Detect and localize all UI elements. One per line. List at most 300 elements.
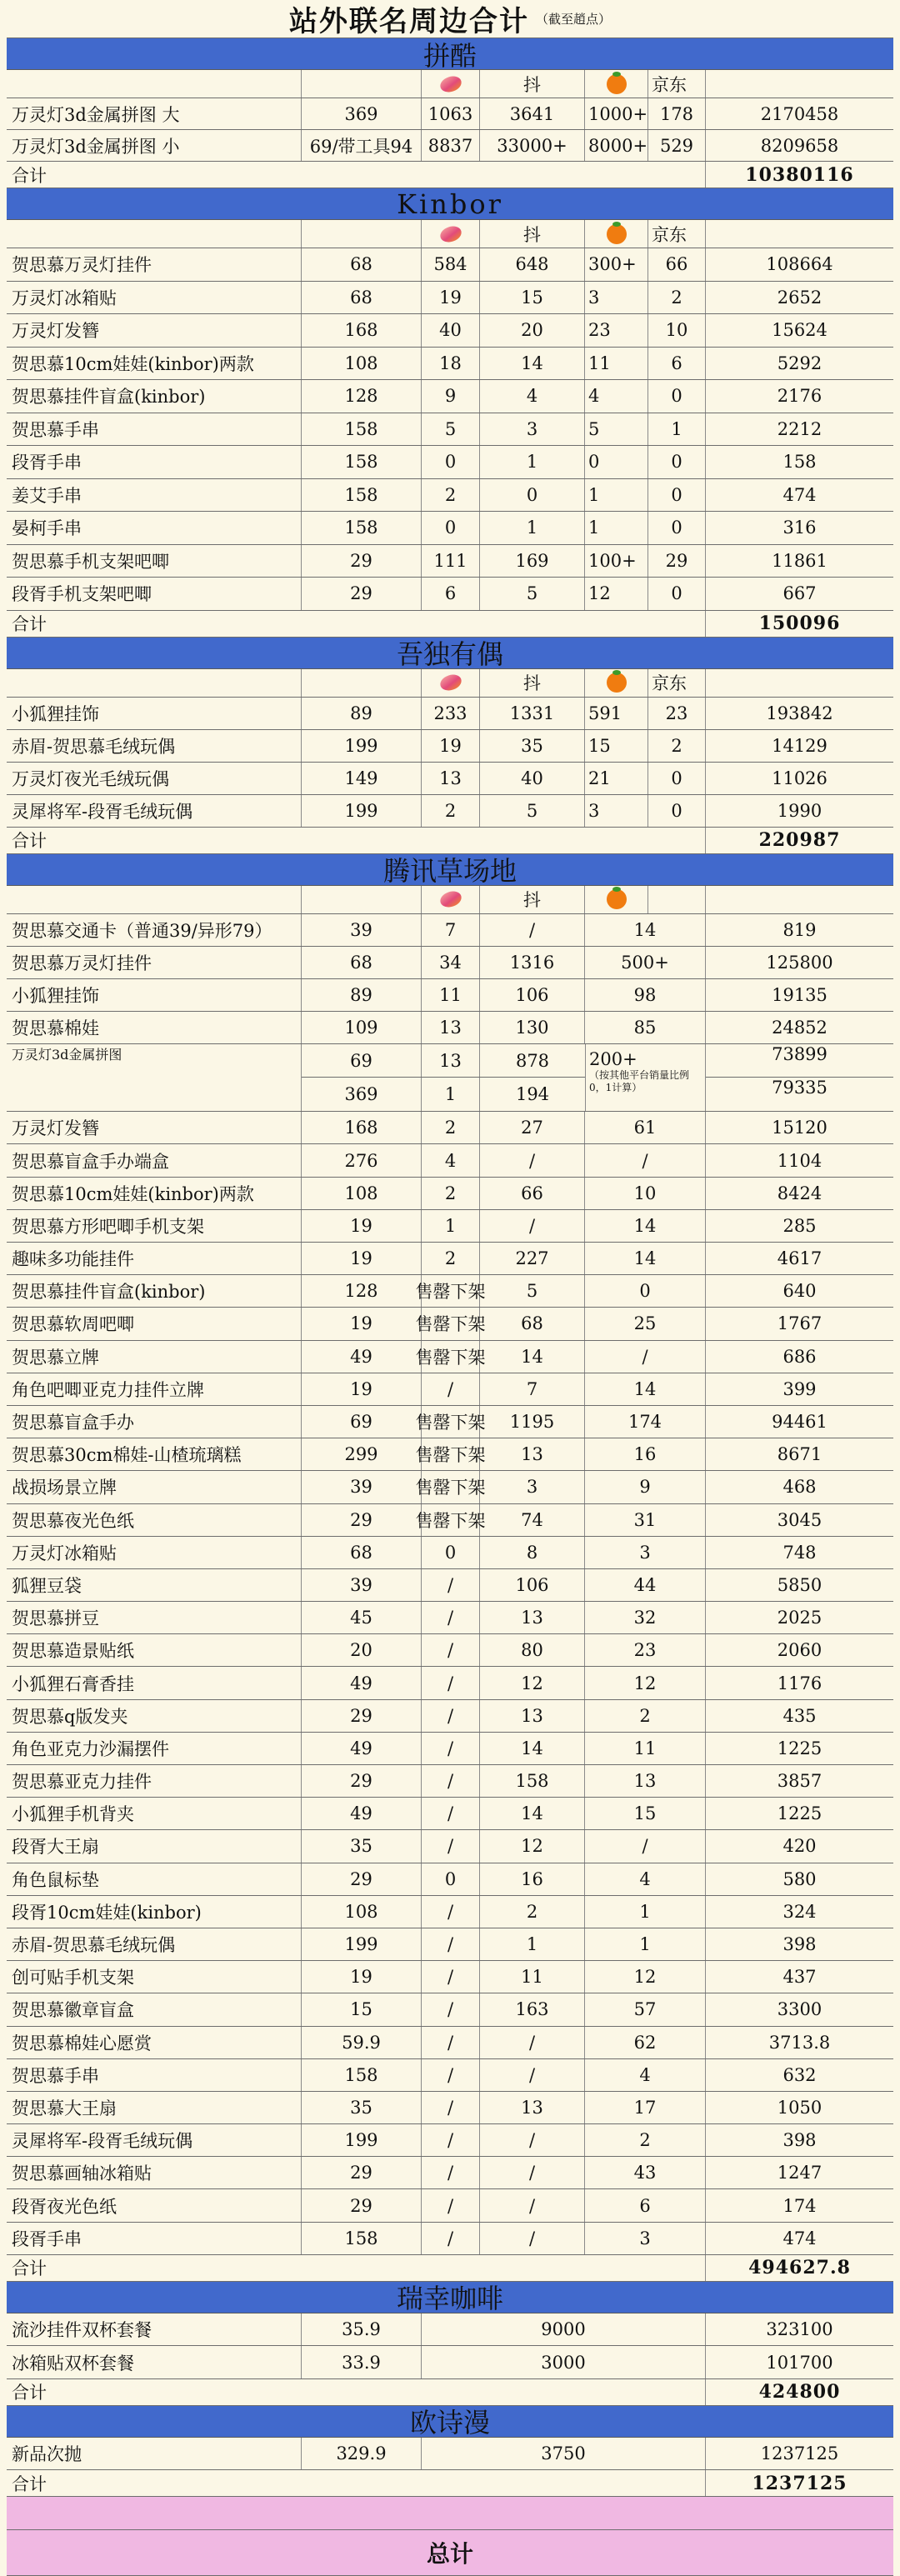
product-name: 贺思慕手串 [7,2059,302,2091]
row-total: 8209658 [760,135,839,156]
product-price: 19 [302,1961,422,1993]
orange-sales: 1 [585,1896,706,1928]
jd-sales: 29 [648,545,706,578]
dou-sales: 66 [480,1178,585,1209]
table-row [7,2223,893,2255]
orange-sales: 17 [585,2092,706,2123]
dou-sales: 12 [480,1667,585,1698]
orange-sales: / [585,1341,706,1373]
table-row [7,282,893,315]
orange-icon [607,889,627,909]
sweetpotato-sales: 111 [422,545,480,578]
product-price: 69 [302,1044,422,1077]
sweet-potato-icon [438,223,462,244]
product-price: 158 [302,2059,422,2091]
orange-sales: 3 [585,1537,706,1568]
row-total: 5850 [777,1574,822,1595]
table-row [7,1243,893,1275]
dou-sales: / [480,2189,585,2221]
header-jd: 京东 [648,669,706,697]
table-row [7,1569,893,1602]
row-total: 1050 [777,2097,822,2118]
header-jd: 京东 [648,70,706,98]
orange-sales-value: 200+ [589,1049,638,1070]
platform-header-row [7,220,893,248]
section-header-3 [7,854,893,886]
sweetpotato-sales: 19 [422,282,480,314]
header-orange [585,220,648,248]
sales-sheet [7,0,893,2576]
dou-sales: 33000+ [480,130,585,161]
row-total: 437 [782,1967,817,1988]
dou-sales: / [480,914,585,946]
product-price: 108 [302,1896,422,1928]
product-name: 贺思慕立牌 [7,1341,302,1373]
product-name: 小狐狸石膏香挂 [7,1667,302,1698]
product-price: 19 [302,1210,422,1242]
orange-sales: 23 [585,314,648,347]
table-row [7,1308,893,1340]
dou-sales: 106 [480,1569,585,1601]
product-name: 段胥大王扇 [7,1830,302,1862]
sweetpotato-sales: / [422,1733,480,1764]
product-name: 贺思慕造景贴纸 [7,1634,302,1666]
row-total: 24852 [772,1018,828,1038]
product-name: 灵犀将军-段胥毛绒玩偶 [7,2124,302,2156]
section-total-value: 494627.8 [748,2257,851,2279]
product-price: 329.9 [302,2438,422,2470]
orange-sales: 16 [585,1438,706,1470]
dou-sales: 16 [480,1863,585,1895]
table-row [7,2189,893,2222]
product-price: 369 [302,98,422,129]
sweetpotato-sales: 0 [422,512,480,544]
orange-sales: 1 [585,1928,706,1960]
dou-sales: 1195 [480,1406,585,1438]
row-total: 819 [782,919,817,940]
row-total: 324 [782,1901,817,1922]
sold-quantity: 3750 [422,2438,706,2470]
orange-sales: 3 [585,2223,706,2254]
sweetpotato-sales: 6 [422,578,480,610]
orange-sales-note: （按其他平台销量比例0，1计算） [589,1069,690,1094]
section-total-label: 合计 [7,611,706,637]
product-price: 29 [302,1504,422,1536]
table-row [7,380,893,413]
header-blank-name [7,886,302,913]
orange-sales: 100+ [585,545,648,578]
sweetpotato-sales: 11 [422,979,480,1011]
header-blank-price [302,70,422,98]
dou-sales: 40 [480,763,585,794]
row-total: 174 [782,2195,817,2216]
sweetpotato-sales: 7 [422,914,480,946]
row-total: 748 [782,1542,817,1563]
sweetpotato-sales: 1063 [422,98,480,129]
header-blank-name [7,70,302,98]
product-name: 万灵灯3d金属拼图 小 [7,130,302,161]
dou-sales: 13 [480,1602,585,1633]
dou-sales: 194 [515,1084,550,1105]
product-name: 贺思慕亚克力挂件 [7,1765,302,1797]
section-header-4 [7,2282,893,2313]
section-total-label: 合计 [7,2255,706,2281]
orange-sales: 4 [585,380,648,413]
product-price: 89 [302,698,422,729]
row-total: 2170458 [760,103,839,124]
table-row [7,979,893,1012]
product-name: 段胥手串 [7,446,302,478]
table-row [7,1210,893,1243]
product-price: 33.9 [302,2346,422,2378]
row-total: 2652 [777,287,822,308]
orange-sales: 3 [585,282,648,314]
split-subrow [302,1078,585,1111]
row-total: 1767 [777,1313,822,1334]
product-name: 角色亚克力沙漏摆件 [7,1733,302,1764]
dou-sales: 878 [515,1050,550,1071]
dou-sales: 13 [480,2092,585,2123]
product-name: 万灵灯3d金属拼图 [7,1044,302,1111]
section-header-0 [7,38,893,70]
row-total: 435 [782,1705,817,1726]
sweetpotato-sales: 584 [422,248,480,281]
product-name: 贺思慕q版发夹 [7,1700,302,1732]
table-row [7,413,893,447]
dou-sales: 7 [480,1373,585,1405]
product-name: 小狐狸挂饰 [7,979,302,1011]
product-name: 狐狸豆袋 [7,1569,302,1601]
orange-sales: 500+ [585,947,706,978]
product-price: 128 [302,1275,422,1307]
dou-sales: 4 [480,380,585,413]
section-total-value: 424800 [758,2381,841,2403]
sweet-potato-icon [438,672,462,693]
header-blank-total [706,669,893,697]
dou-sales: 227 [480,1243,585,1274]
sweetpotato-sales: 售罄下架 [422,1308,480,1339]
dou-sales: / [480,1210,585,1242]
table-row [7,248,893,282]
table-row [7,2027,893,2059]
product-price: 69 [302,1406,422,1438]
header-sweetpotato [422,886,480,913]
orange-sales [585,1044,706,1111]
dou-sales: 2 [480,1896,585,1928]
table-row [7,1373,893,1406]
sweetpotato-sales: 40 [422,314,480,347]
product-name: 冰箱贴双杯套餐 [7,2346,302,2378]
table-row [7,1275,893,1308]
row-total: 19135 [772,984,828,1005]
dou-sales: 13 [480,1700,585,1732]
product-name: 贺思慕棉娃心愿赏 [7,2027,302,2058]
jd-sales: 0 [648,512,706,544]
row-total: 2176 [777,386,822,407]
dou-sales: 3641 [480,98,585,129]
product-price: 68 [302,947,422,978]
table-row [7,98,893,130]
sweetpotato-sales: 0 [422,446,480,478]
section-header-5 [7,2406,893,2438]
jd-sales: 2 [648,282,706,314]
product-name: 万灵灯夜光毛绒玩偶 [7,763,302,794]
sweetpotato-sales: 售罄下架 [422,1504,480,1536]
orange-sales: 300+ [585,248,648,281]
sweetpotato-sales: / [422,1667,480,1698]
jd-sales: 0 [648,578,706,610]
row-total: 108664 [766,254,833,275]
orange-sales: 14 [585,1210,706,1242]
table-row [7,512,893,545]
product-name: 趣味多功能挂件 [7,1243,302,1274]
sweetpotato-sales: 18 [422,348,480,380]
dou-sales: 68 [480,1308,585,1339]
row-total: 158 [782,452,817,473]
sweetpotato-sales: / [422,2223,480,2254]
header-dou: 抖 [480,886,585,913]
product-price: 68 [302,282,422,314]
product-price: 19 [302,1308,422,1339]
jd-sales: 0 [648,380,706,413]
sweet-potato-icon [438,888,462,909]
orange-sales: 1 [585,512,648,544]
dou-sales: / [480,2223,585,2254]
orange-sales: 23 [585,1634,706,1666]
row-total: 285 [782,1215,817,1236]
dou-sales: 11 [480,1961,585,1993]
platform-header-row [7,70,893,98]
row-total: 1176 [777,1673,822,1693]
section-title: 欧诗漫 [409,2407,490,2439]
row-total: 193842 [766,703,833,723]
orange-sales: 12 [585,578,648,610]
product-price: 199 [302,730,422,762]
sweetpotato-sales: / [422,1700,480,1732]
row-total: 1225 [777,1803,822,1824]
table-row [7,1667,893,1699]
product-price: 29 [302,1700,422,1732]
orange-sales: 9 [585,1471,706,1503]
split-subrow [302,1044,585,1078]
row-total: 1237125 [760,2443,839,2464]
jd-sales: 10 [648,314,706,347]
dou-sales: 5 [480,1275,585,1307]
row-total: 15120 [772,1118,828,1138]
dou-sales: 35 [480,730,585,762]
table-row [7,1112,893,1144]
row-total: 11861 [772,550,828,571]
row-total: 2060 [777,1640,822,1661]
product-price: 45 [302,1602,422,1633]
sheet-subtitle: （截至趙点） [535,12,611,27]
product-price: 49 [302,1798,422,1829]
table-row [7,795,893,828]
section-total-label: 合计 [7,828,706,853]
table-row [7,2059,893,2092]
product-name: 角色鼠标垫 [7,1863,302,1895]
product-name: 赤眉-贺思慕毛绒玩偶 [7,730,302,762]
row-total: 5292 [777,353,822,373]
header-orange [585,669,648,697]
orange-sales: 174 [585,1406,706,1438]
row-total: 474 [782,484,817,505]
sweetpotato-sales: / [422,2124,480,2156]
sweetpotato-sales: 售罄下架 [422,1406,480,1438]
row-total: 686 [782,1346,817,1367]
header-dou: 抖 [480,220,585,248]
product-name: 贺思慕万灵灯挂件 [7,248,302,281]
product-price: 39 [302,1471,422,1503]
orange-sales: 43 [585,2157,706,2188]
jd-sales: 2 [648,730,706,762]
orange-sales: 11 [585,1733,706,1764]
orange-sales: 14 [585,914,706,946]
dou-sales: 5 [480,795,585,827]
table-row [7,914,893,947]
jd-sales: 0 [648,446,706,478]
orange-sales: 25 [585,1308,706,1339]
orange-sales: / [585,1830,706,1862]
row-total: 14129 [772,735,828,756]
section-total-value: 1237125 [752,2472,848,2494]
sweetpotato-sales: 4 [422,1144,480,1176]
jd-sales: 0 [648,795,706,827]
dou-sales: 106 [480,979,585,1011]
product-name: 贺思慕盲盒手办 [7,1406,302,1438]
orange-sales: 8000+ [585,130,648,161]
sweetpotato-sales: 1 [422,1078,480,1111]
orange-sales: 3 [585,795,648,827]
orange-sales: 14 [585,1373,706,1405]
sold-quantity: 9000 [422,2313,706,2346]
product-name: 贺思慕画轴冰箱贴 [7,2157,302,2188]
orange-sales: 10 [585,1178,706,1209]
table-row [7,2157,893,2189]
dou-sales: 0 [480,479,585,512]
product-name: 万灵灯3d金属拼图 大 [7,98,302,129]
sweetpotato-sales: / [422,1830,480,1862]
header-sweetpotato [422,70,480,98]
row-total: 399 [782,1378,817,1399]
dou-sales: 74 [480,1504,585,1536]
sweetpotato-sales: / [422,1961,480,1993]
orange-sales: 12 [585,1961,706,1993]
product-price: 68 [302,1537,422,1568]
sweetpotato-sales: 13 [422,1012,480,1043]
dou-sales: 1 [480,446,585,478]
dou-sales: 27 [480,1112,585,1143]
orange-sales: 15 [585,730,648,762]
table-row [7,1406,893,1438]
table-row [7,578,893,611]
table-row [7,2092,893,2124]
product-name: 段胥手串 [7,2223,302,2254]
row-total: 420 [782,1836,817,1857]
product-name: 角色吧唧亚克力挂件立牌 [7,1373,302,1405]
product-price: 59.9 [302,2027,422,2058]
product-price: 49 [302,1733,422,1764]
sweetpotato-sales: 售罄下架 [422,1341,480,1373]
orange-sales: 12 [585,1667,706,1698]
sweetpotato-sales: / [422,2157,480,2188]
jd-sales: 66 [648,248,706,281]
sweetpotato-sales: 2 [422,1243,480,1274]
jd-sales: 6 [648,348,706,380]
row-total: 640 [782,1281,817,1302]
product-name: 万灵灯冰箱贴 [7,282,302,314]
split-subrows [302,1044,585,1111]
table-row [7,2438,893,2471]
orange-sales: 32 [585,1602,706,1633]
orange-sales: 2 [585,1700,706,1732]
orange-sales: 62 [585,2027,706,2058]
sweetpotato-sales: 1 [422,1210,480,1242]
row-total: 1990 [777,800,822,821]
sweetpotato-sales: 2 [422,1112,480,1143]
product-price: 158 [302,446,422,478]
jd-sales: 0 [648,763,706,794]
section-total-label: 合计 [7,162,706,188]
sweetpotato-sales: / [422,1993,480,2025]
dou-sales: 8 [480,1537,585,1568]
jd-sales: 1 [648,413,706,446]
product-price: 168 [302,1112,422,1143]
sections-container [7,38,893,2497]
table-row [7,763,893,795]
section-title: 腾讯草场地 [382,855,517,887]
product-price: 20 [302,1634,422,1666]
orange-sales: 31 [585,1504,706,1536]
dou-sales: 20 [480,314,585,347]
header-blank-total [706,220,893,248]
product-name: 万灵灯发簪 [7,314,302,347]
product-name: 贺思慕拼豆 [7,1602,302,1633]
table-row [7,2313,893,2347]
sweetpotato-sales: 5 [422,413,480,446]
table-row [7,1896,893,1928]
table-row [7,1341,893,1373]
dou-sales: 80 [480,1634,585,1666]
section-total-value: 150096 [758,613,841,634]
product-price: 29 [302,2157,422,2188]
section-total-value: 220987 [758,829,841,851]
product-price: 199 [302,795,422,827]
header-blank-price [302,220,422,248]
sweetpotato-sales: / [422,2027,480,2058]
product-name: 姜艾手串 [7,479,302,512]
sweetpotato-sales: / [422,1373,480,1405]
header-orange [585,886,648,913]
sweetpotato-sales: 2 [422,795,480,827]
row-total: 1225 [777,1738,822,1758]
product-price: 35 [302,1830,422,1862]
product-name: 小狐狸挂饰 [7,698,302,729]
orange-sales: / [585,1144,706,1176]
product-name: 贺思慕夜光色纸 [7,1504,302,1536]
table-row [7,1961,893,1993]
orange-sales: 6 [585,2189,706,2221]
sweetpotato-sales: / [422,2189,480,2221]
product-price: 29 [302,1765,422,1797]
table-row [7,1438,893,1471]
header-dou: 抖 [480,669,585,697]
row-total: 3300 [777,1999,822,2020]
sweetpotato-sales: 0 [422,1537,480,1568]
header-blank-name [7,220,302,248]
product-name: 流沙挂件双杯套餐 [7,2313,302,2346]
sweetpotato-sales: / [422,2059,480,2091]
